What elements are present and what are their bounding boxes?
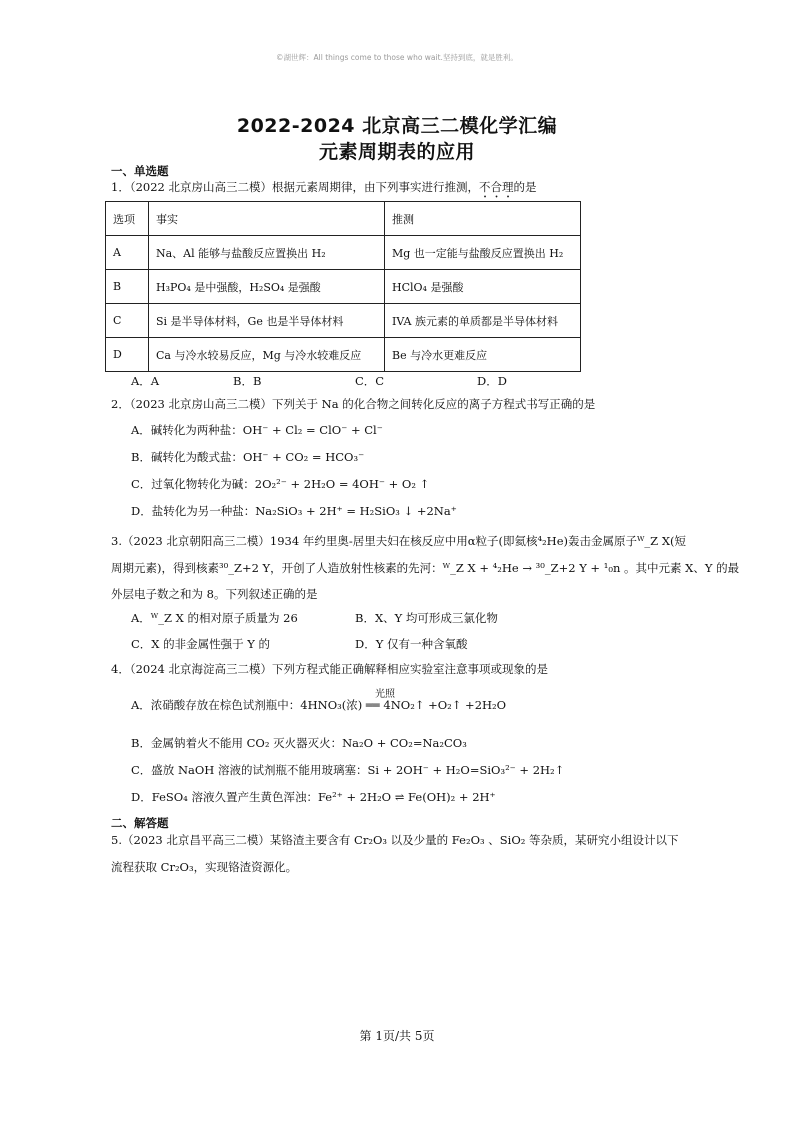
table-cell: HClO₄ 是强酸 [385, 270, 581, 304]
table-cell: H₃PO₄ 是中强酸，H₂SO₄ 是强酸 [149, 270, 385, 304]
table-cell: B [106, 270, 149, 304]
table-header-row [106, 202, 581, 236]
header-cell: 推测 [385, 202, 581, 236]
section-heading-single-choice: 一、单选题 [111, 164, 169, 178]
page-footer: 第 1页/共 5页 [359, 1029, 435, 1043]
question-3-line-3: 外层电子数之和为 8。下列叙述正确的是 [111, 587, 318, 601]
question-4-option-a: A．浓硝酸存放在棕色试剂瓶中：4HNO₃(浓) ══ 4NO₂↑ +O₂↑ +2H₂O [131, 698, 507, 712]
header-cell: 事实 [149, 202, 385, 236]
table-cell: Ca 与冷水较易反应，Mg 与冷水较难反应 [149, 338, 385, 372]
question-3-option-c: C．X 的非金属性强于 Y 的 [131, 637, 271, 651]
table-cell: D [106, 338, 149, 372]
table-cell: Si 是半导体材料，Ge 也是半导体材料 [149, 304, 385, 338]
option-a: A．A [131, 374, 160, 388]
table-cell: Be 与冷水更难反应 [385, 338, 581, 372]
question-2-option-a: A．碱转化为两种盐：OH⁻ + Cl₂ = ClO⁻ + Cl⁻ [131, 423, 383, 437]
question-1-table [105, 201, 581, 372]
question-2-option-d: D．盐转化为另一种盐：Na₂SiO₃ + 2H⁺ = H₂SiO₃ ↓ +2Na⁺ [131, 504, 457, 518]
light-condition-label: 光照 [375, 689, 395, 700]
header-cell: 选项 [106, 202, 149, 236]
table-row [106, 270, 581, 304]
question-2-option-b: B．碱转化为酸式盐：OH⁻ + CO₂ = HCO₃⁻ [131, 450, 365, 464]
question-2-option-c: C．过氧化物转化为碱：2O₂²⁻ + 2H₂O = 4OH⁻ + O₂ ↑ [131, 477, 430, 491]
question-3-line-2: 周期元素)，得到核素³⁰_Z+2 Y，开创了人造放射性核素的先河：ᵂ_Z X + ⁴₂He → ³⁰_Z+2 Y + ¹₀n 。其中元素 X、Y 的最 [111, 561, 740, 575]
question-5-line-1: 5.（2023 北京昌平高三二模）某铬渣主要含有 Cr₂O₃ 以及少量的 Fe₂O₃ 、SiO₂ 等杂质，某研究小组设计以下 [111, 833, 679, 847]
table-cell: Mg 也一定能与盐酸反应置换出 H₂ [385, 236, 581, 270]
table-cell: C [106, 304, 149, 338]
doc-title: 2022-2024 北京高三二模化学汇编 [236, 115, 558, 137]
question-1-stem [111, 179, 537, 201]
table-cell: A [106, 236, 149, 270]
question-4-option-b: B．金属钠着火不能用 CO₂ 灭火器灭火：Na₂O + CO₂=Na₂CO₃ [131, 736, 467, 750]
table-row [106, 304, 581, 338]
table-row [106, 338, 581, 372]
question-4-option-d: D．FeSO₄ 溶液久置产生黄色浑浊：Fe²⁺ + 2H₂O ⇌ Fe(OH)₂ + 2H⁺ [131, 790, 496, 804]
question-5-line-2: 流程获取 Cr₂O₃，实现铬渣资源化。 [111, 860, 298, 874]
option-d: D．D [477, 374, 507, 388]
question-4-stem: 4．（2024 北京海淀高三二模）下列方程式能正确解释相应实验室注意事项或现象的是 [111, 662, 548, 676]
question-3-option-b: B．X、Y 均可形成三氯化物 [355, 611, 498, 625]
option-c: C．C [355, 374, 385, 388]
table-cell: IVA 族元素的单质都是半导体材料 [385, 304, 581, 338]
question-1-stem-end: 的是 [513, 180, 537, 194]
question-1-stem-text: 1．（2022 北京房山高三二模）根据元素周期律，由下列事实进行推测， [111, 180, 479, 194]
table-row [106, 236, 581, 270]
question-2-stem: 2．（2023 北京房山高三二模）下列关于 Na 的化合物之间转化反应的离子方程式书写正确的是 [111, 397, 596, 411]
question-1-emphasis: 不合理 [479, 180, 514, 194]
option-b: B．B [233, 374, 262, 388]
section-heading-answer: 二、解答题 [111, 816, 169, 830]
table-cell: Na、Al 能够与盐酸反应置换出 H₂ [149, 236, 385, 270]
question-3-line-1: 3.（2023 北京朝阳高三二模）1934 年约里奥-居里夫妇在核反应中用α粒子(即氦核⁴₂He)轰击金属原子ᵂ_Z X(短 [111, 534, 687, 548]
watermark: ©湖世辉：All things come to those who wait.坚持到底，就是胜利。 [276, 53, 518, 62]
question-4-option-c: C．盛放 NaOH 溶液的试剂瓶不能用玻璃塞：Si + 2OH⁻ + H₂O=SiO₃²⁻ + 2H₂↑ [131, 763, 565, 777]
question-3-option-a: A．ᵂ_Z X 的相对原子质量为 26 [131, 611, 298, 625]
question-3-option-d: D．Y 仅有一种含氧酸 [355, 637, 468, 651]
doc-subtitle: 元素周期表的应用 [318, 141, 475, 163]
